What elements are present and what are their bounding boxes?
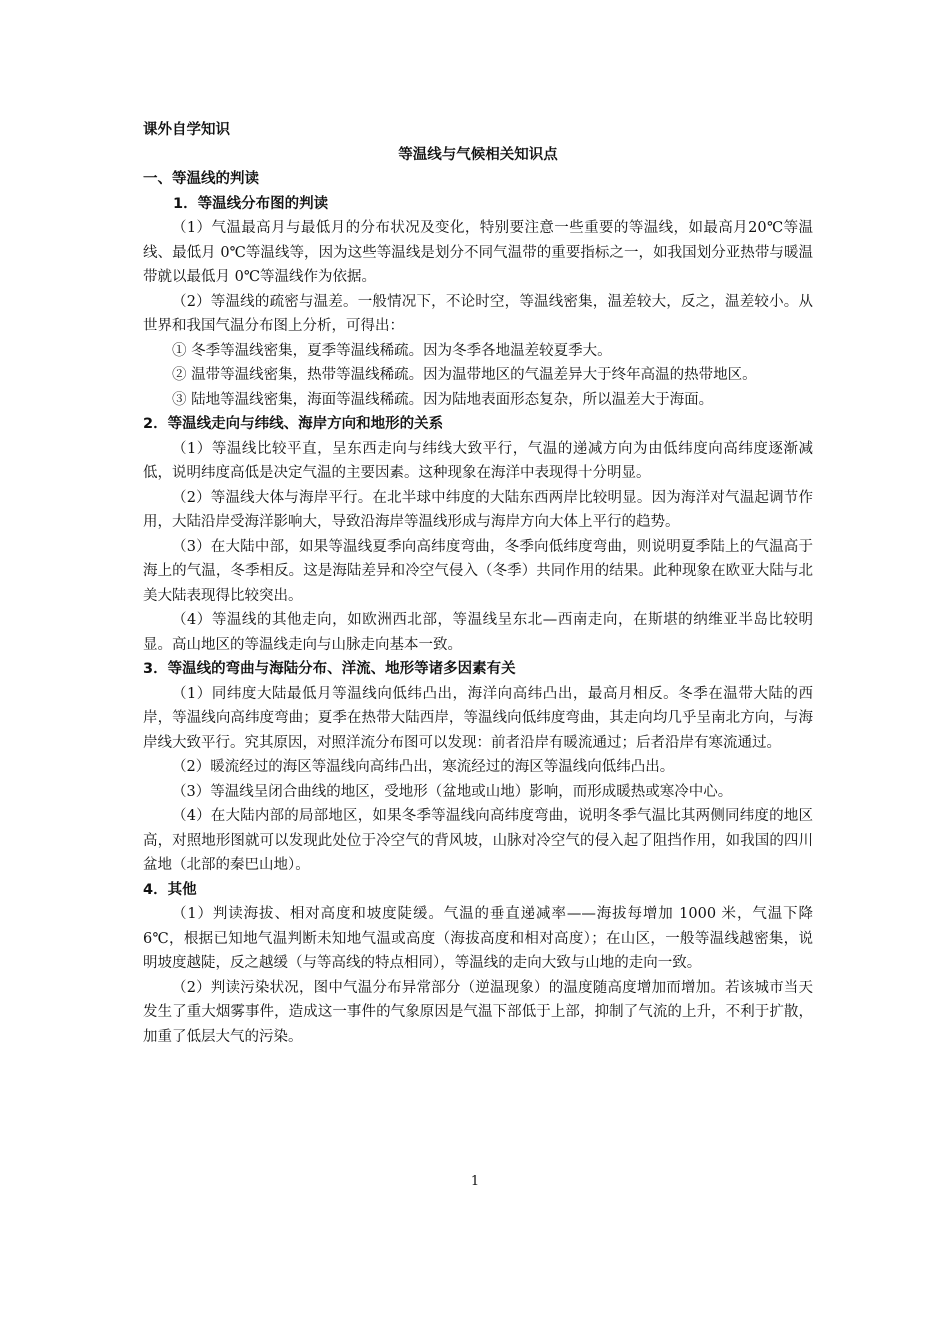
paragraph: （3）等温线呈闭合曲线的地区，受地形（盆地或山地）影响，而形成暖热或寒冷中心。 — [172, 783, 733, 800]
document-body — [143, 118, 813, 1049]
paragraph: （4）在大陆内部的局部地区，如果冬季等温线向高纬度弯曲，说明冬季气温比其两侧同纬度的地区高，对照地形图就可以发现此处位于冷空气的背风坡，山脉对冷空气的侵入起了阻挡作用，如我国的四川盆地（北部的秦巴山地）。 — [143, 808, 813, 873]
paragraph: （4）等温线的其他走向，如欧洲西北部，等温线呈东北—西南走向，在斯堪的纳维亚半岛比较明显。高山地区的等温线走向与山脉走向基本一致。 — [143, 612, 813, 653]
paragraph: （2）等温线大体与海岸平行。在北半球中纬度的大陆东西两岸比较明显。因为海洋对气温起调节作用，大陆沿岸受海洋影响大，导致沿海岸等温线形成与海岸方向大体上平行的趋势。 — [143, 489, 813, 530]
list-item: ② 温带等温线密集，热带等温线稀疏。因为温带地区的气温差异大于终年高温的热带地区。 — [172, 367, 757, 383]
subsection-heading: 2．等温线走向与纬线、海岸方向和地形的关系 — [143, 416, 444, 432]
page-title: 等温线与气候相关知识点 — [398, 146, 558, 163]
paragraph: （2）判读污染状况，图中气温分布异常部分（逆温现象）的温度随高度增加而增加。若该城市当天发生了重大烟雾事件，造成这一事件的气象原因是气温下部低于上部，抑制了气流的上升，不利于扩散，加重了低层大气的污染。 — [143, 979, 813, 1045]
paragraph: （1）判读海拔、相对高度和坡度陡缓。气温的垂直递减率——海拔每增加 1000 米，气温下降 6℃，根据已知地气温判断未知地气温或高度（海拔高度和相对高度）；在山区，一般等温线越密集，说明坡度越陡，反之越缓（与等高线的特点相同），等温线的走向大致与山地的走向一致。 — [143, 906, 813, 971]
list-item: ③ 陆地等温线密集，海面等温线稀疏。因为陆地表面形态复杂，所以温差大于海面。 — [172, 391, 714, 408]
paragraph: （1）等温线比较平直，呈东西走向与纬线大致平行，气温的递减方向为由低纬度向高纬度逐渐减低，说明纬度高低是决定气温的主要因素。这种现象在海洋中表现得十分明显。 — [143, 440, 813, 481]
subsection-heading: 3．等温线的弯曲与海陆分布、洋流、地形等诸多因素有关 — [143, 661, 516, 677]
subsection-heading: 4．其他 — [143, 881, 197, 898]
paragraph: （2）等温线的疏密与温差。一般情况下，不论时空，等温线密集，温差较大，反之，温差较小。从世界和我国气温分布图上分析，可得出： — [143, 293, 813, 334]
header-label: 课外自学知识 — [143, 122, 230, 138]
list-item: ① 冬季等温线密集，夏季等温线稀疏。因为冬季各地温差较夏季大。 — [172, 342, 612, 359]
paragraph: （1）气温最高月与最低月的分布状况及变化，特别要注意一些重要的等温线，如最高月20℃等温线、最低月 0℃等温线等，因为这些等温线是划分不同气温带的重要指标之一，如我国划分亚热带与暖温带就以最低月 0℃等温线作为依据。 — [143, 220, 813, 285]
subsection-heading: 1．等温线分布图的判读 — [173, 195, 329, 212]
paragraph: （2）暖流经过的海区等温线向高纬凸出，寒流经过的海区等温线向低纬凸出。 — [172, 759, 675, 775]
section-heading: 一、等温线的判读 — [143, 171, 259, 187]
paragraph: （3）在大陆中部，如果等温线夏季向高纬度弯曲，冬季向低纬度弯曲，则说明夏季陆上的气温高于海上的气温，冬季相反。这是海陆差异和冷空气侵入（冬季）共同作用的结果。此种现象在欧亚大陆与北美大陆表现得比较突出。 — [143, 538, 813, 604]
page-number: 1 — [470, 1174, 480, 1189]
paragraph: （1）同纬度大陆最低月等温线向低纬凸出，海洋向高纬凸出，最高月相反。冬季在温带大陆的西岸，等温线向高纬度弯曲；夏季在热带大陆西岸，等温线向低纬度弯曲，其走向均几乎呈南北方向，与海岸线大致平行。究其原因，对照洋流分布图可以发现：前者沿岸有暖流通过；后者沿岸有寒流通过。 — [143, 685, 813, 751]
